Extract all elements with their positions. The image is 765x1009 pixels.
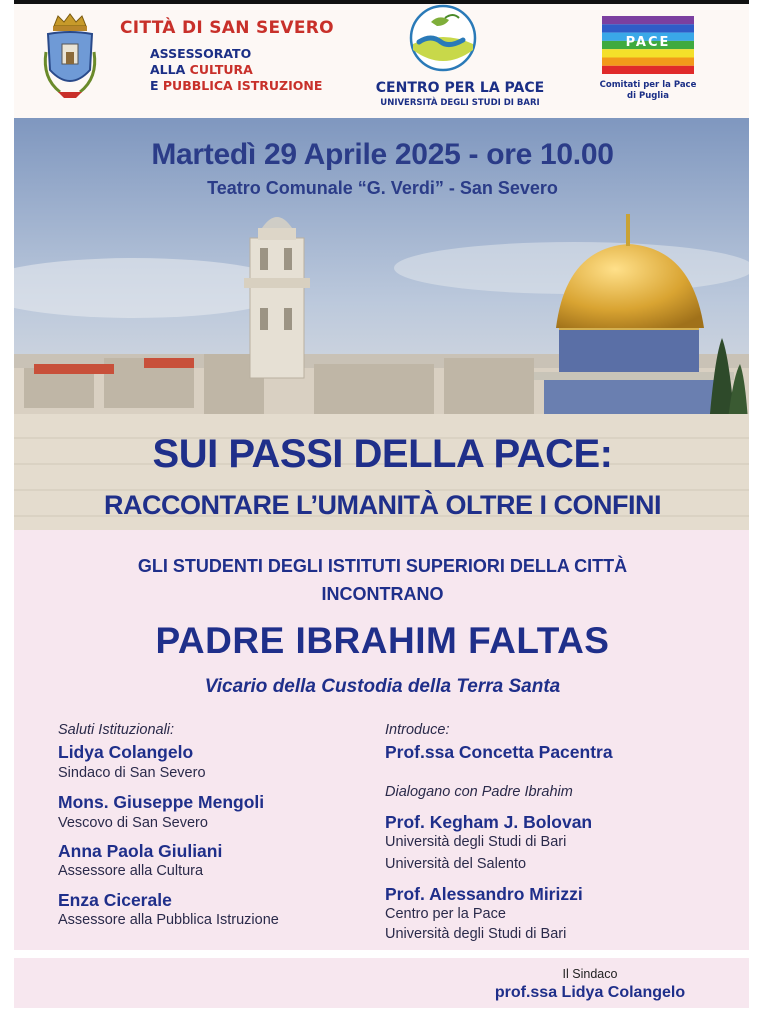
dept-line-3b: PUBBLICA ISTRUZIONE <box>162 78 323 93</box>
speaker-name: Lidya Colangelo <box>58 742 194 762</box>
event-venue: Teatro Comunale “G. Verdi” - San Severo <box>207 178 558 198</box>
dept-line-3a: E <box>150 78 163 93</box>
dept-line-2 <box>150 62 322 78</box>
panelist-name: Prof. Kegham J. Bolovan <box>385 812 593 832</box>
dept-line-2b: CULTURA <box>189 62 253 77</box>
flag-caption <box>590 80 706 102</box>
speaker-name: Mons. Giuseppe Mengoli <box>58 792 265 812</box>
centro-subtitle: UNIVERSITÀ DEGLI STUDI DI BARI <box>380 98 540 108</box>
students-line-2: INCONTRANO <box>321 584 444 604</box>
city-crest-icon <box>40 12 100 102</box>
introduce-label: Introduce: <box>385 722 450 738</box>
flag-caption-1: Comitati per la Pace <box>599 80 697 90</box>
signature-name: prof.ssa Lidya Colangelo <box>494 984 686 1001</box>
event-date: Martedì 29 Aprile 2025 - ore 10.00 <box>151 138 614 171</box>
flag-text: PACE <box>625 35 671 50</box>
speaker-role: Assessore alla Cultura <box>58 863 204 879</box>
city-name: CITTÀ DI SAN SEVERO <box>120 18 334 38</box>
students-line-1: GLI STUDENTI DEGLI ISTITUTI SUPERIORI DELLA CITTÀ <box>137 556 628 576</box>
introducer-name: Prof.ssa Concetta Pacentra <box>385 742 613 762</box>
event-title: SUI PASSI DELLA PACE: <box>152 432 613 476</box>
department-name <box>150 46 322 94</box>
dept-line-2a: ALLA <box>150 62 190 77</box>
speaker-name: Enza Cicerale <box>58 890 172 910</box>
saluti-label: Saluti Istituzionali: <box>58 722 175 738</box>
signature-label: Il Sindaco <box>562 967 618 981</box>
students-line <box>0 552 765 608</box>
dialogue-label: Dialogano con Padre Ibrahim <box>385 784 573 800</box>
flag-caption-2: di Puglia <box>627 91 669 101</box>
speaker-name: Anna Paola Giuliani <box>58 841 223 861</box>
dept-line-3 <box>150 78 322 94</box>
event-subtitle: RACCONTARE L’UMANITÀ OLTRE I CONFINI <box>104 490 661 520</box>
guest-role: Vicario della Custodia della Terra Santa <box>204 676 561 697</box>
speaker-role: Vescovo di San Severo <box>58 815 208 831</box>
dept-line-1: ASSESSORATO <box>150 46 252 61</box>
panelist-affiliation: Università degli Studi di Bari <box>385 926 567 942</box>
guest-name: PADRE IBRAHIM FALTAS <box>155 620 610 661</box>
panelist-affiliation: Centro per la Pace <box>385 906 506 922</box>
speaker-role: Assessore alla Pubblica Istruzione <box>58 912 279 928</box>
panelist-affiliation: Università degli Studi di Bari <box>385 834 567 850</box>
pace-rainbow-flag-icon <box>602 16 694 74</box>
centro-title: CENTRO PER LA PACE <box>375 80 545 96</box>
centro-pace-logo-icon <box>409 4 477 72</box>
panelist-affiliation: Università del Salento <box>385 856 527 872</box>
speaker-role: Sindaco di San Severo <box>58 765 206 781</box>
panelist-name: Prof. Alessandro Mirizzi <box>385 884 583 904</box>
